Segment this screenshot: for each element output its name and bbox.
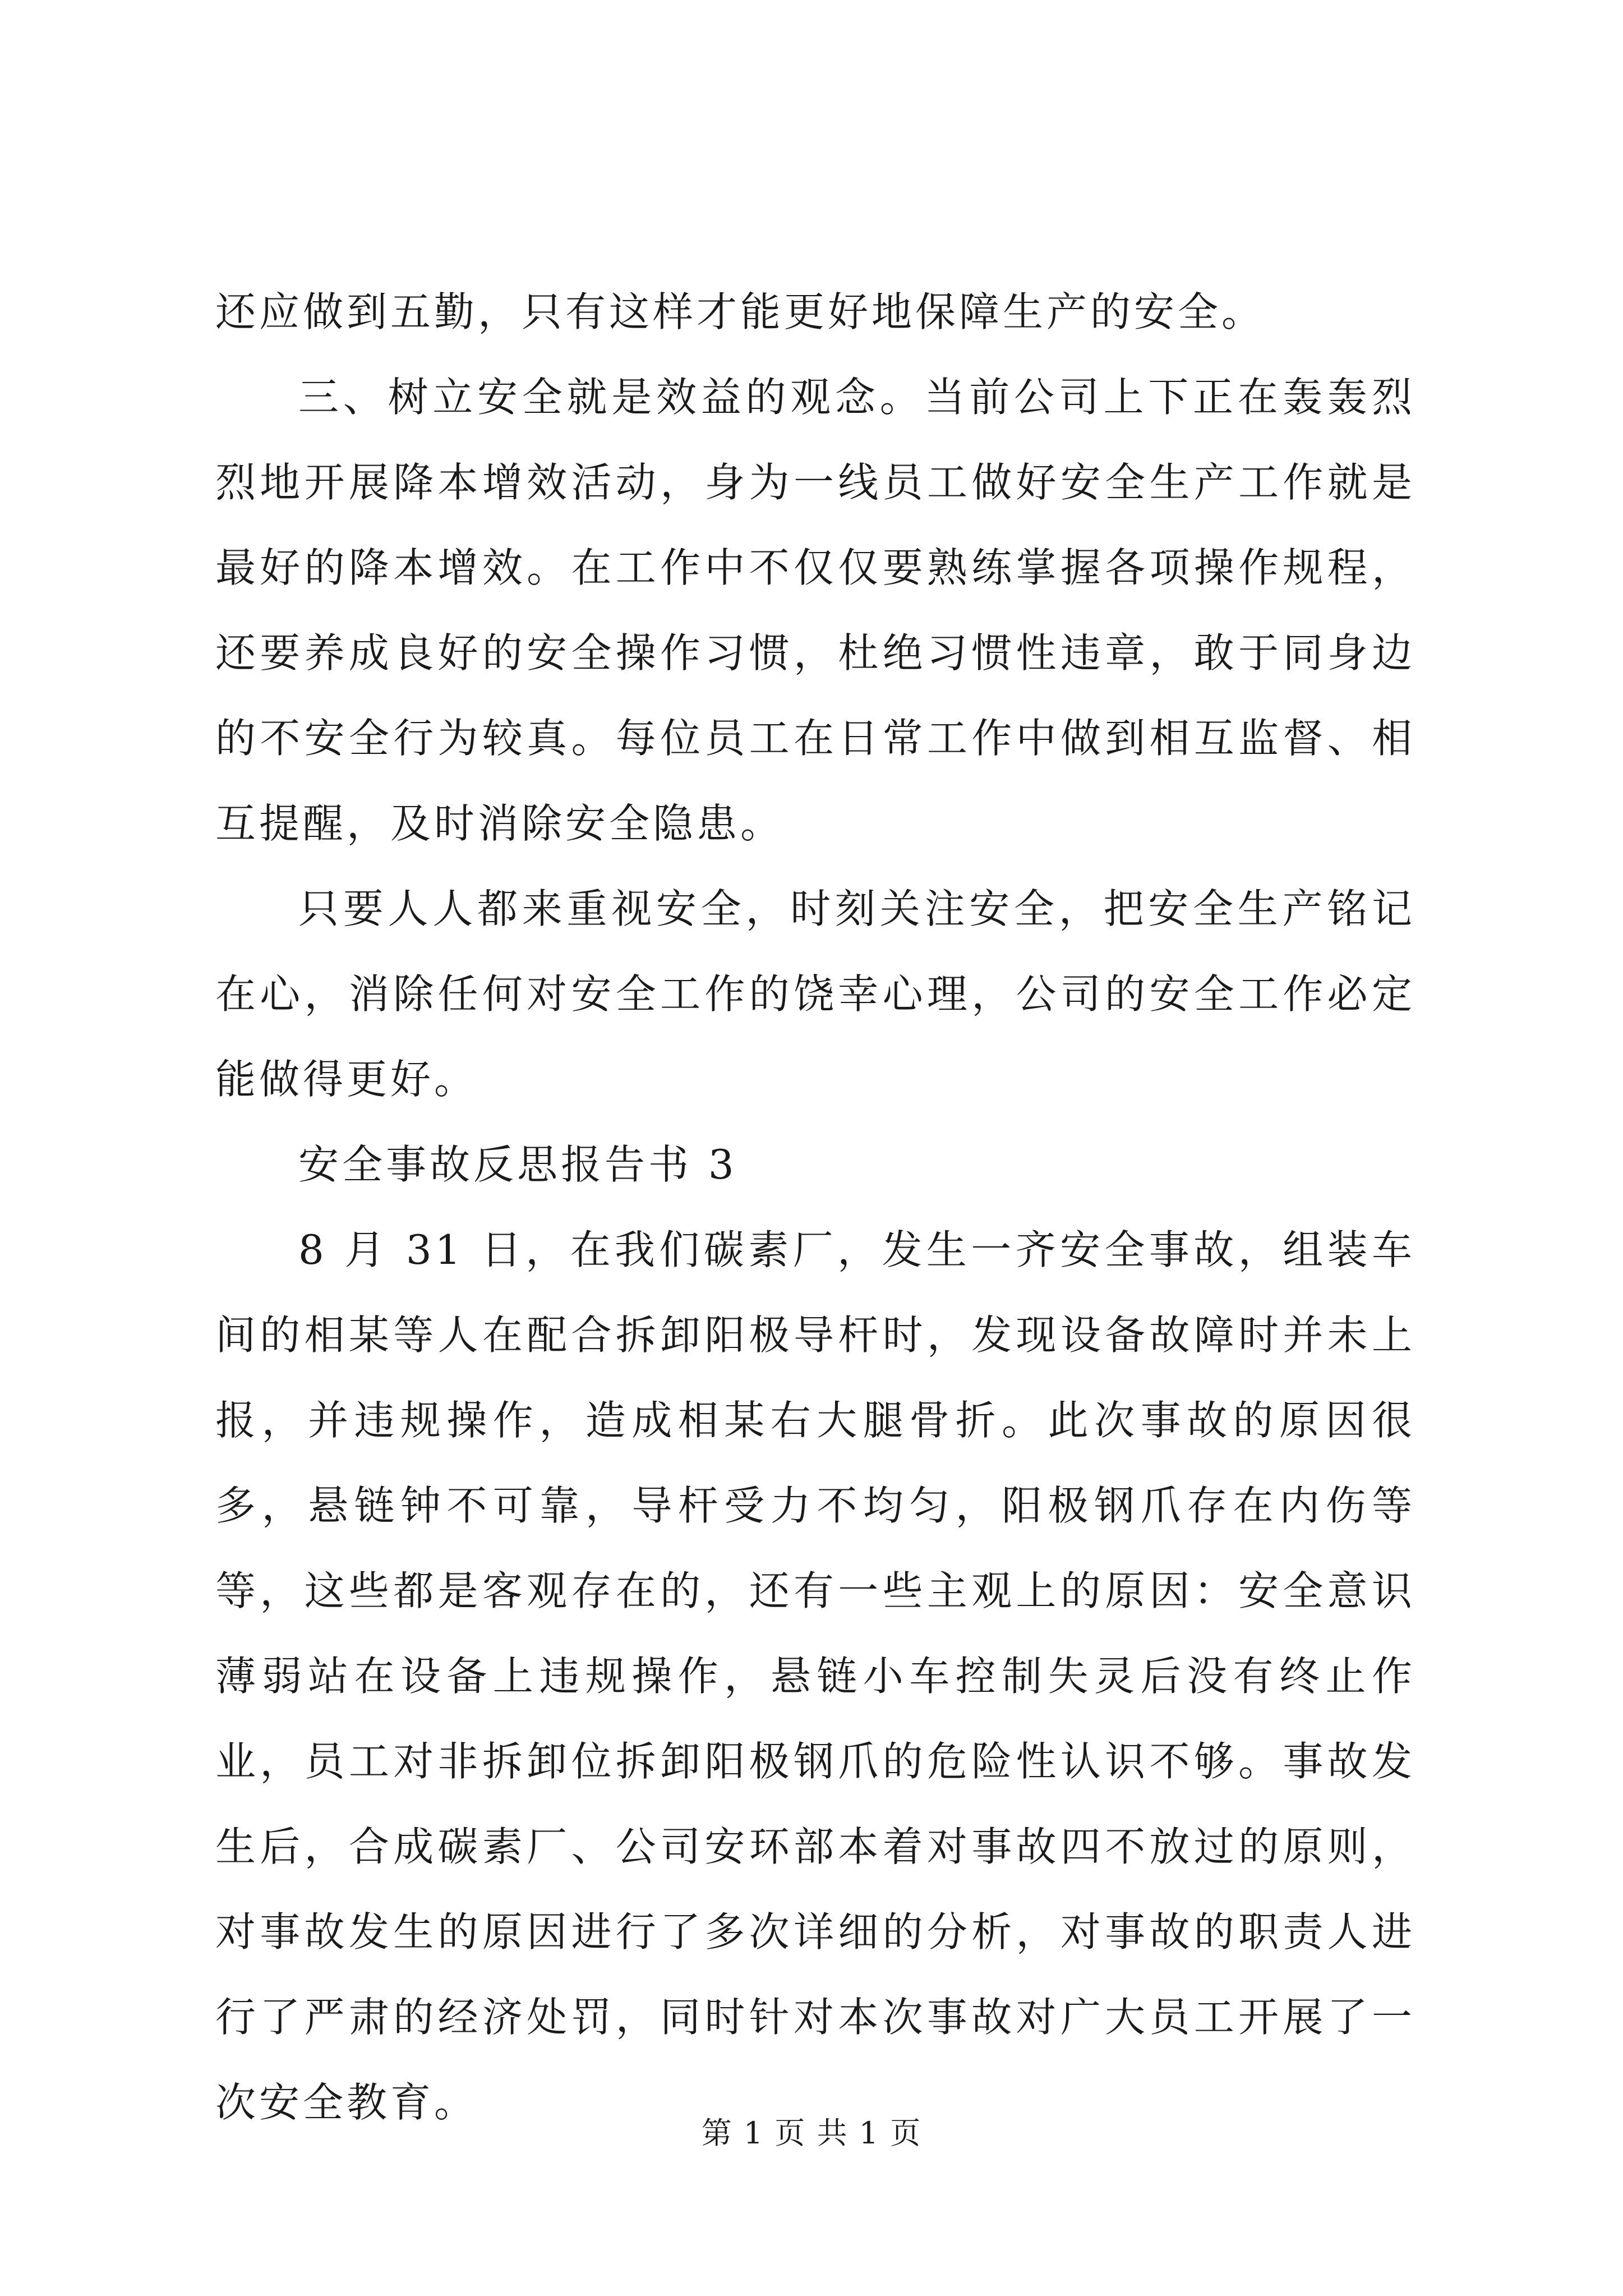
page-footer: 第 1 页 共 1 页 [701,2115,922,2151]
paragraph-continuation: 还应做到五勤，只有这样才能更好地保障生产的安全。 [215,288,1266,335]
paragraph-safety-efficiency: 三、树立安全就是效益的观念。当前公司上下正在轰轰烈烈地开展降本增效活动，身为一线员工做好安全生产工作就是最好的降本增效。在工作中不仅仅要熟练掌握各项操作规程，还要养成良好的安全操作习惯，杜绝习惯性违章，敢于同身边的不安全行为较真。每位员工在日常工作中做到相互监督、相互提醒，及时消除安全隐患。 [215,374,1415,847]
paragraph-incident-report: 8 月 31 日，在我们碳素厂，发生一齐安全事故，组装车间的相某等人在配合拆卸阳极导杆时，发现设备故障时并未上报，并违规操作，造成相某右大腿骨折。此次事故的原因很多，悬链钟不可靠，导杆受力不均匀，阳极钢爪存在内伤等等，这些都是客观存在的，还有一些主观上的原因：安全意识薄弱站在设备上违规操作，悬链小车控制失灵后没有终止作业，员工对非拆卸位拆卸阳极钢爪的危险性认识不够。事故发生后，合成碳素厂、公司安环部本着对事故四不放过的原则，对事故发生的原因进行了多次详细的分析，对事故的职责人进行了严肃的经济处罚，同时针对本次事故对广大员工开展了一次安全教育。 [215,1226,1415,2126]
section-heading: 安全事故反思报告书 3 [298,1141,737,1188]
document-body [215,269,1415,2145]
paragraph-conclusion: 只要人人都来重视安全，时刻关注安全，把安全生产铭记在心，消除任何对安全工作的饶幸心理，公司的安全工作必定能做得更好。 [215,885,1415,1103]
